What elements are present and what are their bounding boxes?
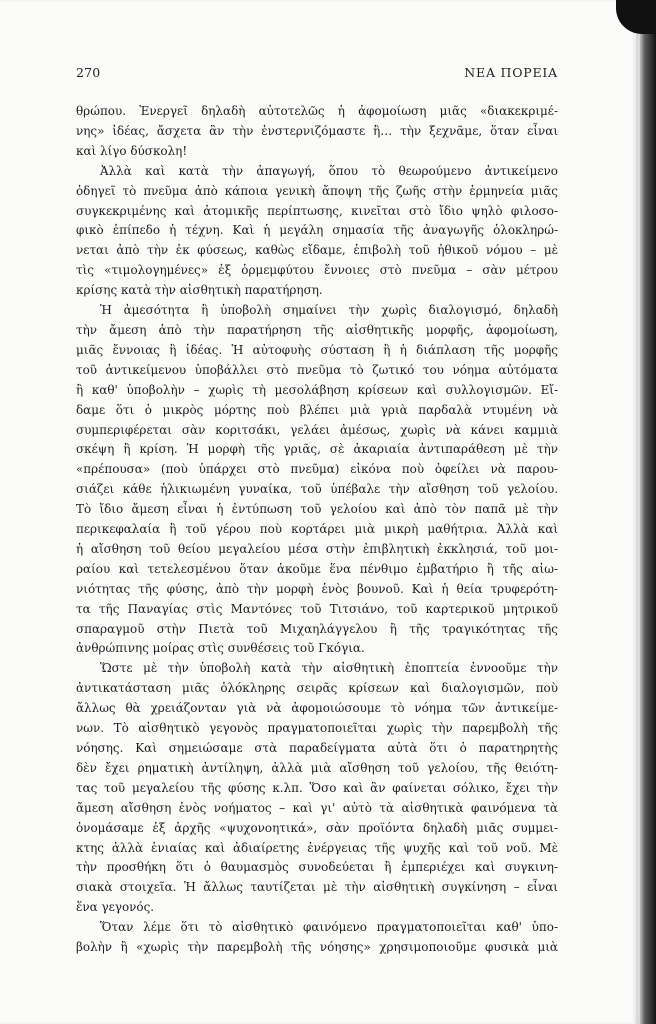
text-line: νόησης. Καὶ σημειώσαμε στὰ παραδείγματα αὐτὰ ὅτι ὁ παρατηρητὴς [76, 741, 558, 755]
text-line: ὁδηγεῖ τὸ πνεῦμα ἀπὸ κάποια γενικὴ ἄποψη τῆς ζωῆς στὴν ἑρμηνεία μιᾶς [76, 183, 558, 198]
text-line: τα τῆς Παναγίας στὶς Μαντόνες τοῦ Τιτσιάνο, τοῦ καρτερικοῦ μητρικοῦ [76, 601, 558, 616]
text-line: τας τοῦ μεγαλείου τῆς φύσης κ.λπ. Ὅσο καὶ ἂν φαίνεται σόλικο, ἔχει τὴν [76, 780, 558, 795]
page-header [76, 65, 558, 83]
text-line: ἕνα γεγονός. [76, 900, 155, 915]
text-line: δὲν ἔχει ρηματικὴ ἀντίληψη, ἀλλὰ μιὰ αἴσθηση τοῦ γελοίου, τῆς θειότη- [76, 760, 558, 775]
text-line: «πρέπουσα» (ποὺ ὑπάρχει στὸ πνεῦμα) εἰκόνα ποὺ ὀφείλει νὰ παρου- [76, 462, 558, 477]
text-line: κρίσης κατὰ τὴν αἰσθητικὴ παρατήρηση. [76, 283, 323, 298]
text-line: Τὸ ἴδιο ἄμεση εἶναι ἡ ἐντύπωση τοῦ γελοίου καὶ ἀπὸ τὸν παπᾶ μὲ τὴν [76, 502, 558, 517]
text-line: κτης ἀλλὰ ἑνιαίας καὶ ἀδιαίρετης ἐνέργειας τῆς ψυχῆς καὶ τοῦ νοῦ. Μὲ [76, 840, 558, 855]
text-line: νιότητας τῆς φύσης, ἀπὸ τὴν μορφὴ ἑνὸς βουνοῦ. Καὶ ἡ θεία τρυφερότη- [76, 581, 558, 596]
text-line: Ὥστε μὲ τὴν ὑποβολὴ κατὰ τὴν αἰσθητικὴ ἐποπτεία ἐννοοῦμε τὴν [100, 661, 558, 676]
text-line: τὴν προσθήκη ὅτι ὁ θαυμασμὸς συνοδεύεται ἢ ἐμπεριέχει καὶ συγκινη- [76, 860, 558, 875]
text-line: τὶς «τιμολογημένες» ἐξ ὁρμεμφύτου ἔννοιες στὸ πνεῦμα – σὰν μέτρου [76, 263, 558, 278]
text-line: μιᾶς ἔννοιας ἢ ἰδέας. Ἡ αὐτοφυὴς σύσταση ἢ ἡ διάπλαση τῆς μορφῆς [76, 342, 558, 357]
page-number: 270 [76, 65, 101, 80]
text-line: ἢ καθ' ὑποβολὴν – χωρὶς τὴ μεσολάβηση κρίσεων καὶ συλλογισμῶν. Εἴ- [76, 382, 558, 397]
text-line: σπαραγμοῦ στὴν Πιετὰ τοῦ Μιχαηλάγγελου ἢ τῆς τραγικότητας τῆς [76, 621, 558, 636]
running-title: ΝΕΑ ΠΟΡΕΙΑ [464, 65, 558, 80]
text-line: καὶ λίγο δύσκολη! [76, 143, 188, 158]
text-line: ἄλλως θὰ χρειάζονταν γιὰ νὰ ἀφομοιώσουμε τὸ νόημα τῶν ἀντικείμε- [76, 701, 558, 716]
text-line: ἀντικατάσταση μιᾶς ὁλόκληρης σειρᾶς κρίσεων καὶ διαλογισμῶν, ποὺ [76, 681, 558, 696]
scan-edge-shadow [640, 0, 656, 1024]
text-line: ὀνομάσαμε ἐξ ἀρχῆς «ψυχονοητικά», σὰν προϊόντα δηλαδὴ μιᾶς συμμει- [76, 820, 558, 835]
text-line: σιακὰ στοιχεῖα. Ἡ ἄλλως ταυτίζεται μὲ τὴν αἰσθητικὴ συγκίνηση – εἶναι [76, 880, 558, 895]
text-line: ἄμεση αἴσθηση ἑνὸς νοήματος – καὶ γι' αὐτὸ τὰ αἰσθητικὰ φαινόμενα τὰ [76, 800, 558, 815]
text-line: σκέψη ἢ κρίση. Ἡ μορφὴ τῆς γριᾶς, σὲ ἀκαριαία ἀντιπαράθεση μὲ τὴν [76, 442, 558, 457]
text-line: θρώπου. Ἐνεργεῖ δηλαδὴ αὐτοτελῶς ἡ ἀφομοίωση μιᾶς «διακεκριμέ- [76, 104, 558, 118]
text-line: Ὅταν λέμε ὅτι τὸ αἰσθητικὸ φαινόμενο πραγματοποιεῖται καθ' ὑπο- [100, 920, 558, 935]
text-line: φικὸ ἐπίπεδο ἡ τέχνη. Καὶ ἡ μεγάλη σημασία τῆς ἀναγωγῆς ὁλοκληρώ- [76, 223, 558, 238]
text-line: νης» ἰδέας, ἄσχετα ἂν τὴν ἐνστερνιζόμαστε ἢ… τὴν ξεχνᾶμε, ὅταν εἶναι [76, 123, 558, 138]
text-line: Ἀλλὰ καὶ κατὰ τὴν ἀπαγωγή, ὅπου τὸ θεωρούμενο ἀντικείμενο [100, 163, 558, 178]
text-line: σιάζει κάθε ἡλικιωμένη γυναίκα, τοῦ ὑπέβαλε τὴν αἴσθηση τοῦ γελοίου. [76, 482, 558, 497]
text-line: ἀνθρώπινης μοίρας στὶς συνθέσεις τοῦ Γκόγια. [76, 641, 365, 656]
text-line: τοῦ ἀντικείμενου ὑποβάλλει στὸ πνεῦμα τὸ ζωτικό του νόημα αὐτόματα [76, 362, 558, 377]
body-text [76, 102, 558, 958]
text-line: νεται ἀπὸ τὴν ἐκ φύσεως, καθὼς εἴδαμε, ἐπιβολὴ τοῦ ἠθικοῦ νόμου – μὲ [76, 243, 558, 258]
text-line: συγκεκριμένης καὶ ἀτομικῆς περίπτωσης, κινεῖται στὸ ἴδιο ψηλὸ φιλοσο- [76, 203, 558, 218]
text-line: βολὴν ἢ «χωρὶς τὴν παρεμβολὴ τῆς νόησης» χρησιμοποιοῦμε φυσικὰ μιὰ [76, 940, 558, 955]
text-line: νων. Τὸ αἰσθητικὸ γεγονὸς πραγματοποιεῖται χωρὶς τὴν παρεμβολὴ τῆς [76, 721, 558, 736]
text-line: ραίου καὶ τετελεσμένου ὅταν ἀκοῦμε ἕνα πένθιμο ἐμβατήριο ἢ τῆς αἰω- [76, 561, 558, 576]
text-line: περικεφαλαία ἢ τοῦ γέρου ποὺ κορτάρει μιὰ μικρὴ μαθήτρια. Ἀλλὰ καὶ [76, 522, 558, 537]
text-line: Ἡ ἀμεσότητα ἢ ὑποβολὴ σημαίνει τὴν χωρὶς διαλογισμό, δηλαδὴ [100, 303, 558, 318]
text-line: ἡ αἴσθηση τοῦ θείου μεγαλείου μέσα στὴν ἐπιβλητικὴ ἐκκλησιά, τοῦ μοι- [76, 541, 558, 556]
text-line: δαμε ὅτι ὁ μικρὸς μόρτης ποὺ βλέπει μιὰ γριὰ παρδαλὰ ντυμένη νὰ [76, 402, 558, 417]
text-line: συμπεριφέρεται σὰν κοριτσάκι, γελάει ἀμέσως, χωρὶς νὰ κάνει καμμιὰ [76, 422, 558, 437]
text-line: τὴν ἄμεση ἀπὸ τὴν παρατήρηση τῆς αἰσθητικῆς μορφῆς, ἀφομοίωση, [76, 322, 558, 337]
